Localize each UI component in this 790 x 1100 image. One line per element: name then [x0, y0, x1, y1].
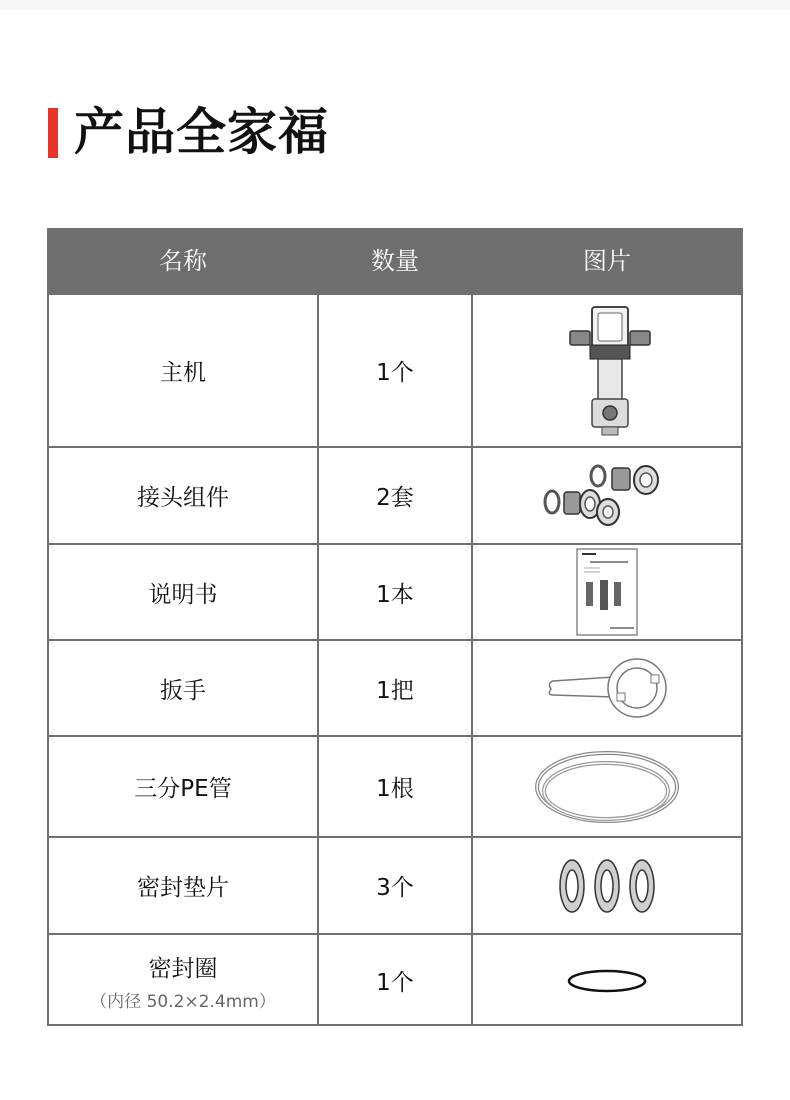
connector-kit-icon — [542, 464, 672, 528]
gaskets-icon — [557, 857, 657, 915]
table-row — [49, 735, 741, 836]
item-image — [473, 295, 741, 446]
table-header — [49, 230, 741, 293]
o-ring-icon — [564, 967, 650, 995]
item-name-cell — [49, 935, 317, 1026]
top-strip — [0, 0, 790, 10]
item-quantity: 3个 — [376, 875, 414, 901]
table-row — [49, 933, 741, 1026]
manual-icon — [576, 548, 638, 636]
item-image — [473, 838, 741, 933]
item-image — [473, 935, 741, 1026]
column-header-image: 图片 — [583, 247, 631, 275]
item-quantity: 1把 — [376, 677, 414, 704]
filter-host-icon — [562, 303, 652, 439]
pe-tube-icon — [532, 747, 682, 827]
table-row — [49, 836, 741, 933]
item-quantity: 1本 — [376, 581, 414, 608]
item-name: 三分PE管 — [134, 776, 232, 802]
column-header-quantity: 数量 — [371, 247, 419, 275]
title-accent-bar — [48, 108, 58, 158]
item-name: 密封垫片 — [137, 875, 229, 901]
item-quantity: 1个 — [376, 970, 414, 996]
item-name: 接头组件 — [137, 485, 229, 511]
table-row — [49, 293, 741, 446]
page-title: 产品全家福 — [74, 103, 329, 161]
column-header-name: 名称 — [159, 247, 207, 275]
item-image — [473, 545, 741, 639]
table-row — [49, 543, 741, 639]
item-name: 密封圈 — [148, 955, 218, 982]
item-note: （内径 50.2×2.4mm） — [90, 991, 276, 1012]
item-image — [473, 641, 741, 735]
item-name: 扳手 — [160, 677, 206, 704]
item-name: 主机 — [160, 360, 206, 386]
wrench-icon — [545, 655, 669, 721]
item-image — [473, 737, 741, 836]
item-name: 说明书 — [148, 581, 218, 608]
item-quantity: 1根 — [376, 776, 414, 802]
item-quantity: 1个 — [376, 360, 414, 386]
product-table — [47, 228, 743, 1026]
item-image — [473, 448, 741, 543]
table-row — [49, 639, 741, 735]
table-row — [49, 446, 741, 543]
item-quantity: 2套 — [376, 485, 414, 511]
